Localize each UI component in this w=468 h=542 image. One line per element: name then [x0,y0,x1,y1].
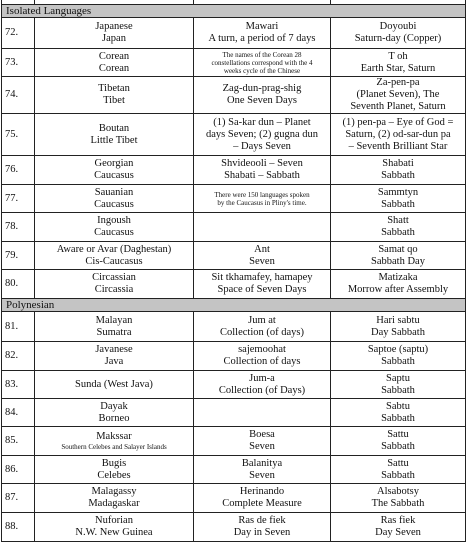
cell-text-line: Jum-a [249,372,275,384]
cell-text-line: Georgian [94,158,134,169]
language-cell [35,484,194,513]
cell-text-line: by the Caucasus in Pliny's time. [217,198,307,207]
cell-text-line: Ant [254,243,270,255]
cell-text-line: Sit tkhamafey, hamapey [211,272,313,283]
row-number: 74. [2,77,35,114]
cell-text-line: Malayan [95,314,133,326]
cell-text-line: Caucasus [94,198,134,210]
row-number: 77. [2,185,35,213]
table-row [2,270,466,299]
week-word-cell [194,114,331,156]
table-body [2,0,466,542]
cell-text-line: The Sabbath [371,498,425,509]
cell-text-line: Sabbath [381,356,415,367]
cell-text-line: Sabbath Day [371,255,425,267]
cell-text-line: Dayak [100,400,128,412]
row-number: 82. [2,342,35,371]
cell-text-line: Seven [249,255,275,267]
table-row [2,456,466,484]
cell-text-line: Day in Seven [233,527,291,538]
week-word-cell [194,342,331,371]
cell-text-line: Sabbath [381,170,415,181]
language-cell [35,513,194,542]
language-cell [35,242,194,270]
cell-text-line: Saturn-day (Copper) [354,33,442,44]
row-number: 75. [2,114,35,156]
cell-text-line: Mawari [245,21,279,32]
seventh-day-cell [331,312,466,342]
seventh-day-cell [331,49,466,77]
language-cell [35,18,194,49]
week-word-cell [194,513,331,542]
cell-text-line: Doyoubi [379,21,417,32]
week-word-cell [194,399,331,427]
row-number: 79. [2,242,35,270]
section-header-row [2,299,466,312]
week-word-cell [194,484,331,513]
table-row [2,18,466,49]
language-cell [35,77,194,114]
row-number: 84. [2,399,35,427]
cell-text-line: One Seven Days [227,95,297,106]
section-title: Polynesian [2,299,466,312]
seventh-day-cell [331,270,466,299]
row-number: 83. [2,371,35,399]
row-number: 73. [2,49,35,77]
cell-text-line: Sabbath [381,469,415,481]
cell-text-line: Madagaskar [88,498,140,509]
cell-text-line: Ingoush [97,215,131,226]
cell-text-line: Java [104,356,124,367]
week-word-cell [194,213,331,242]
cell-text-line: Little Tibet [90,134,138,146]
language-cell [35,399,194,427]
cell-text-line: Ras fiek [380,515,416,526]
cell-text-line: Earth Star, Saturn [360,62,436,74]
language-cell [35,114,194,156]
cell-text-line: Zag-dun-prag-shig [222,83,302,94]
cell-text-line: Day Seven [375,527,421,538]
cell-text-line: Celebes [97,469,131,481]
cell-text-line: Jum at [248,314,276,326]
language-cell [35,456,194,484]
cell-text-line: Sabtu [386,400,410,412]
cell-text-line: weeks cycle of the Chinese [223,66,301,75]
seventh-day-cell [331,342,466,371]
cell-text-line: – Seventh Brilliant Star [348,140,448,152]
cell-text-line: Javanese [95,344,133,355]
cell-text-line: constellations correspond with the 4 [211,58,313,67]
cell-text-line: Shabati [382,158,414,169]
cell-text-line: (Planet Seven), The [356,89,440,100]
week-word-cell [194,371,331,399]
cell-text-line: Matizaka [378,272,418,283]
cell-text-line: Hari sabtu [376,314,420,326]
week-word-cell [194,156,331,185]
cell-text-line: Sabbath [381,441,415,452]
row-number: 80. [2,270,35,299]
week-word-cell [194,312,331,342]
cell-text-line: Collection (of days) [220,326,304,338]
cell-text-line: Day Sabbath [371,326,425,338]
cell-text-line: Alsabotsy [377,486,419,497]
cell-text-line: Sattu [387,457,409,469]
seventh-day-cell [331,399,466,427]
cell-text-line: Circassia [94,284,134,295]
cell-text-line: Makssar [96,431,132,442]
cell-text-line: Seven [249,441,275,452]
cell-text-line: Tibet [103,95,125,106]
table-row [2,342,466,371]
cell-text-line: (1) pen-pa – Eye of God = [342,116,454,128]
cell-text-line: Boutan [98,122,130,134]
section-header-row [2,5,466,18]
cell-text-line: Cis-Caucasus [85,255,143,267]
cell-text-line: Saturn, (2) od-sar-dun pa [345,128,451,140]
table-row [2,484,466,513]
language-cell [35,312,194,342]
seventh-day-cell [331,77,466,114]
cell-text-line: Shatt [387,215,409,226]
cell-text-line: Nuforian [95,515,133,526]
cell-text-line: Seventh Planet, Saturn [350,101,446,112]
seventh-day-cell [331,18,466,49]
cell-text-line: A turn, a period of 7 days [208,33,316,44]
cell-text-line: Corean [98,50,130,62]
cell-text-line: Circassian [92,272,136,283]
cell-text-line: Bugis [101,457,127,469]
table-row [2,156,466,185]
cell-text-line: – Days Seven [233,140,291,152]
table-row [2,427,466,456]
cell-text-line: Sumatra [96,326,132,338]
seventh-day-cell [331,242,466,270]
cell-text-line: Morrow after Assembly [347,284,449,295]
cell-text-line: T oh [388,50,408,62]
cell-text-line: Japanese [95,21,133,32]
cell-text-line: Sammtyn [377,186,419,198]
cell-text-line: Caucasus [94,227,134,238]
cell-text-line: Sauanian [94,186,134,198]
section-title: Isolated Languages [2,5,466,18]
row-number: 85. [2,427,35,456]
table-row [2,185,466,213]
cell-text-line: (1) Sa-kar dun – Planet [213,116,311,128]
language-cell [35,156,194,185]
table-row [2,399,466,427]
cell-text-line: Tibetan [98,83,130,94]
table-row [2,77,466,114]
cell-text-line: Japan [102,33,126,44]
week-word-cell [194,18,331,49]
seventh-day-cell [331,513,466,542]
cell-text-line: Sabbath [381,198,415,210]
seventh-day-cell [331,213,466,242]
cell-text-line: Malagassy [91,486,137,497]
cell-text-line: sajemoohat [238,344,286,355]
week-word-cell [194,242,331,270]
cell-text-line: Borneo [98,412,130,424]
cell-text-line: Seven [249,469,275,481]
language-cell [35,49,194,77]
table-row [2,513,466,542]
cell-text-line: Balanitya [241,457,283,469]
row-number: 72. [2,18,35,49]
seventh-day-cell [331,371,466,399]
cell-text-line: days Seven; (2) gugna dun [206,128,318,140]
table-row [2,49,466,77]
cell-text-line: Za-pen-pa [376,77,420,88]
cell-text-line: N.W. New Guinea [75,527,153,538]
seventh-day-cell [331,185,466,213]
cell-text-line: Shvideooli – Seven [221,158,303,169]
language-cell [35,371,194,399]
cell-text-line: Collection (of Days) [218,384,306,396]
cell-text-line: Herinando [239,486,285,497]
week-word-cell [194,49,331,77]
cell-text-line: Space of Seven Days [217,284,307,295]
cell-text-line: Sabbath [381,384,415,396]
row-number: 87. [2,484,35,513]
cell-text-line: Boesa [249,429,275,440]
week-word-cell [194,185,331,213]
row-number: 78. [2,213,35,242]
table-row [2,242,466,270]
cell-text-line: Saptoe (saptu) [367,344,429,355]
row-number: 81. [2,312,35,342]
cell-text-line: Corean [98,62,130,74]
cell-text-line: Samat qo [378,243,418,255]
cell-text-line: There were 150 languages spoken [214,190,310,199]
seventh-day-cell [331,156,466,185]
row-number: 76. [2,156,35,185]
language-cell [35,213,194,242]
cell-text-line: Aware or Avar (Daghestan) [56,243,172,255]
languages-table [1,0,466,542]
week-word-cell [194,427,331,456]
week-word-cell [194,270,331,299]
table-row [2,371,466,399]
seventh-day-cell [331,427,466,456]
cell-text-line: Saptu [386,372,410,384]
cell-text-line: Complete Measure [222,498,302,509]
language-cell [35,427,194,456]
table-row [2,114,466,156]
cell-text-line: Caucasus [94,170,134,181]
cell-text-line: Shabati – Sabbath [224,170,300,181]
cell-text-line: The names of the Corean 28 [222,50,302,59]
cell-text-line: Collection of days [223,356,301,367]
language-region-small: Southern Celebes and Salayer Islands [61,443,167,451]
seventh-day-cell [331,484,466,513]
cell-text-line: Sabbath [381,227,415,238]
table-row [2,213,466,242]
week-word-cell [194,77,331,114]
seventh-day-cell [331,114,466,156]
cell-text-line: Ras de fiek [238,515,286,526]
cell-text-line: Sabbath [381,412,415,424]
language-cell [35,185,194,213]
language-cell [35,270,194,299]
row-number: 88. [2,513,35,542]
cell-text-line: Sunda (West Java) [75,378,153,390]
table-row [2,312,466,342]
week-word-cell [194,456,331,484]
seventh-day-cell [331,456,466,484]
row-number: 86. [2,456,35,484]
cell-text-line: Sattu [387,429,409,440]
language-cell [35,342,194,371]
